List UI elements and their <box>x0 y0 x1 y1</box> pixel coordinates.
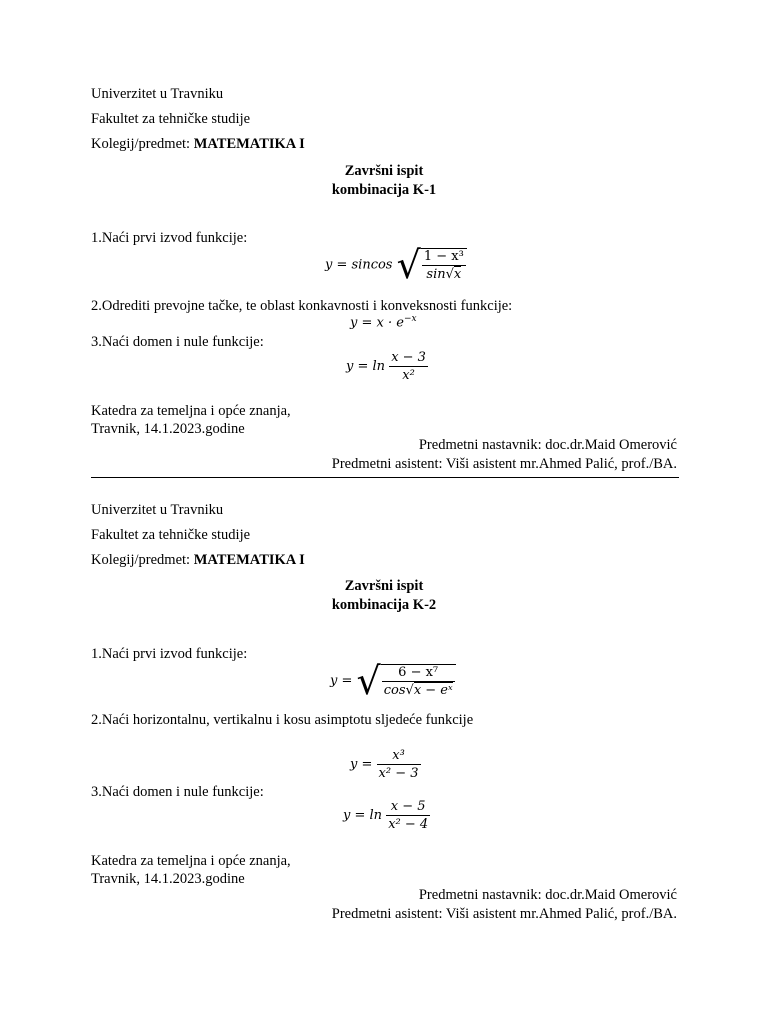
faculty-name: Fakultet za tehničke studije <box>91 527 251 543</box>
task-1: 1.Naći prvi izvod funkcije: <box>91 646 248 662</box>
course-label: Kolegij/predmet: <box>91 136 191 152</box>
formula-text: y = x · e <box>350 315 404 331</box>
fraction <box>389 350 428 383</box>
formula-lhs: y = <box>330 673 353 689</box>
formula-lhs: y = sincos <box>325 257 393 273</box>
task-2: 2.Odrediti prevojne tačke, te oblast konkavnosti i konveksnosti funkcije: <box>91 298 513 314</box>
formula-lhs: y = ln <box>343 808 383 823</box>
course-label: Kolegij/predmet: <box>91 552 191 568</box>
denominator: x² − 4 <box>388 817 429 832</box>
denominator: x² <box>402 368 415 383</box>
teacher-line: Predmetni nastavnik: doc.dr.Maid Omerović <box>418 437 677 453</box>
place-date: Travnik, 14.1.2023.godine <box>91 421 245 437</box>
faculty-name: Fakultet za tehničke studije <box>91 111 251 127</box>
formula-k2-1 <box>330 659 456 703</box>
fraction <box>386 799 430 832</box>
numerator: x − 3 <box>391 350 426 365</box>
exponent: −x <box>403 314 417 324</box>
sqrt-sign: √ $\frac{\text{1 − x³}}{\sin√x}$ <box>397 246 467 284</box>
course-name: MATEMATIKA I <box>193 552 305 568</box>
course-name: MATEMATIKA I <box>193 136 305 152</box>
assistant-line: Predmetni asistent: Viši asistent mr.Ahmed Palić, prof./BA. <box>331 456 677 472</box>
course-line <box>91 136 305 153</box>
numerator: x³ <box>377 748 421 765</box>
university-name: Univerzitet u Travniku <box>91 502 224 518</box>
task-2: 2.Naći horizontalnu, vertikalnu i kosu asimptotu sljedeće funkcije <box>91 712 474 728</box>
fraction <box>422 249 466 282</box>
department: Katedra za temeljna i opće znanja, <box>91 403 291 419</box>
formula-lhs: y = ln <box>346 359 386 374</box>
assistant-line: Predmetni asistent: Viši asistent mr.Ahmed Palić, prof./BA. <box>331 906 677 922</box>
section-divider <box>91 477 679 478</box>
task-3: 3.Naći domen i nule funkcije: <box>91 334 264 350</box>
denominator: sin√x <box>426 267 462 282</box>
formula-k1-2 <box>350 314 417 330</box>
task-3: 3.Naći domen i nule funkcije: <box>91 784 264 800</box>
place-date: Travnik, 14.1.2023.godine <box>91 871 245 887</box>
teacher-line: Predmetni nastavnik: doc.dr.Maid Omerović <box>418 887 677 903</box>
formula-k2-2 <box>350 748 421 781</box>
formula-lhs: y = <box>350 757 373 772</box>
combination-label: kombinacija K-2 <box>331 597 437 613</box>
formula-k1-1 <box>325 243 467 287</box>
task-1: 1.Naći prvi izvod funkcije: <box>91 230 248 246</box>
sqrt-sign: √ $\frac{\text{6 − x⁷}}{\text{cos√x − eˣ}}$ <box>357 662 456 700</box>
numerator: 1 − x³ <box>423 249 464 264</box>
denominator: x² − 3 <box>378 766 419 781</box>
exam-title: Završni ispit <box>344 163 424 179</box>
formula-k2-3 <box>343 799 430 832</box>
course-line <box>91 552 305 569</box>
fraction <box>377 748 421 781</box>
combination-label: kombinacija K-1 <box>331 182 437 198</box>
formula-k1-3 <box>346 350 428 383</box>
exam-title: Završni ispit <box>344 578 424 594</box>
university-name: Univerzitet u Travniku <box>91 86 224 102</box>
denominator: cos√x − eˣ <box>383 683 453 698</box>
department: Katedra za temeljna i opće znanja, <box>91 853 291 869</box>
fraction <box>382 665 455 698</box>
numerator: x − 5 <box>386 799 430 816</box>
numerator: 6 − x⁷ <box>382 665 455 682</box>
